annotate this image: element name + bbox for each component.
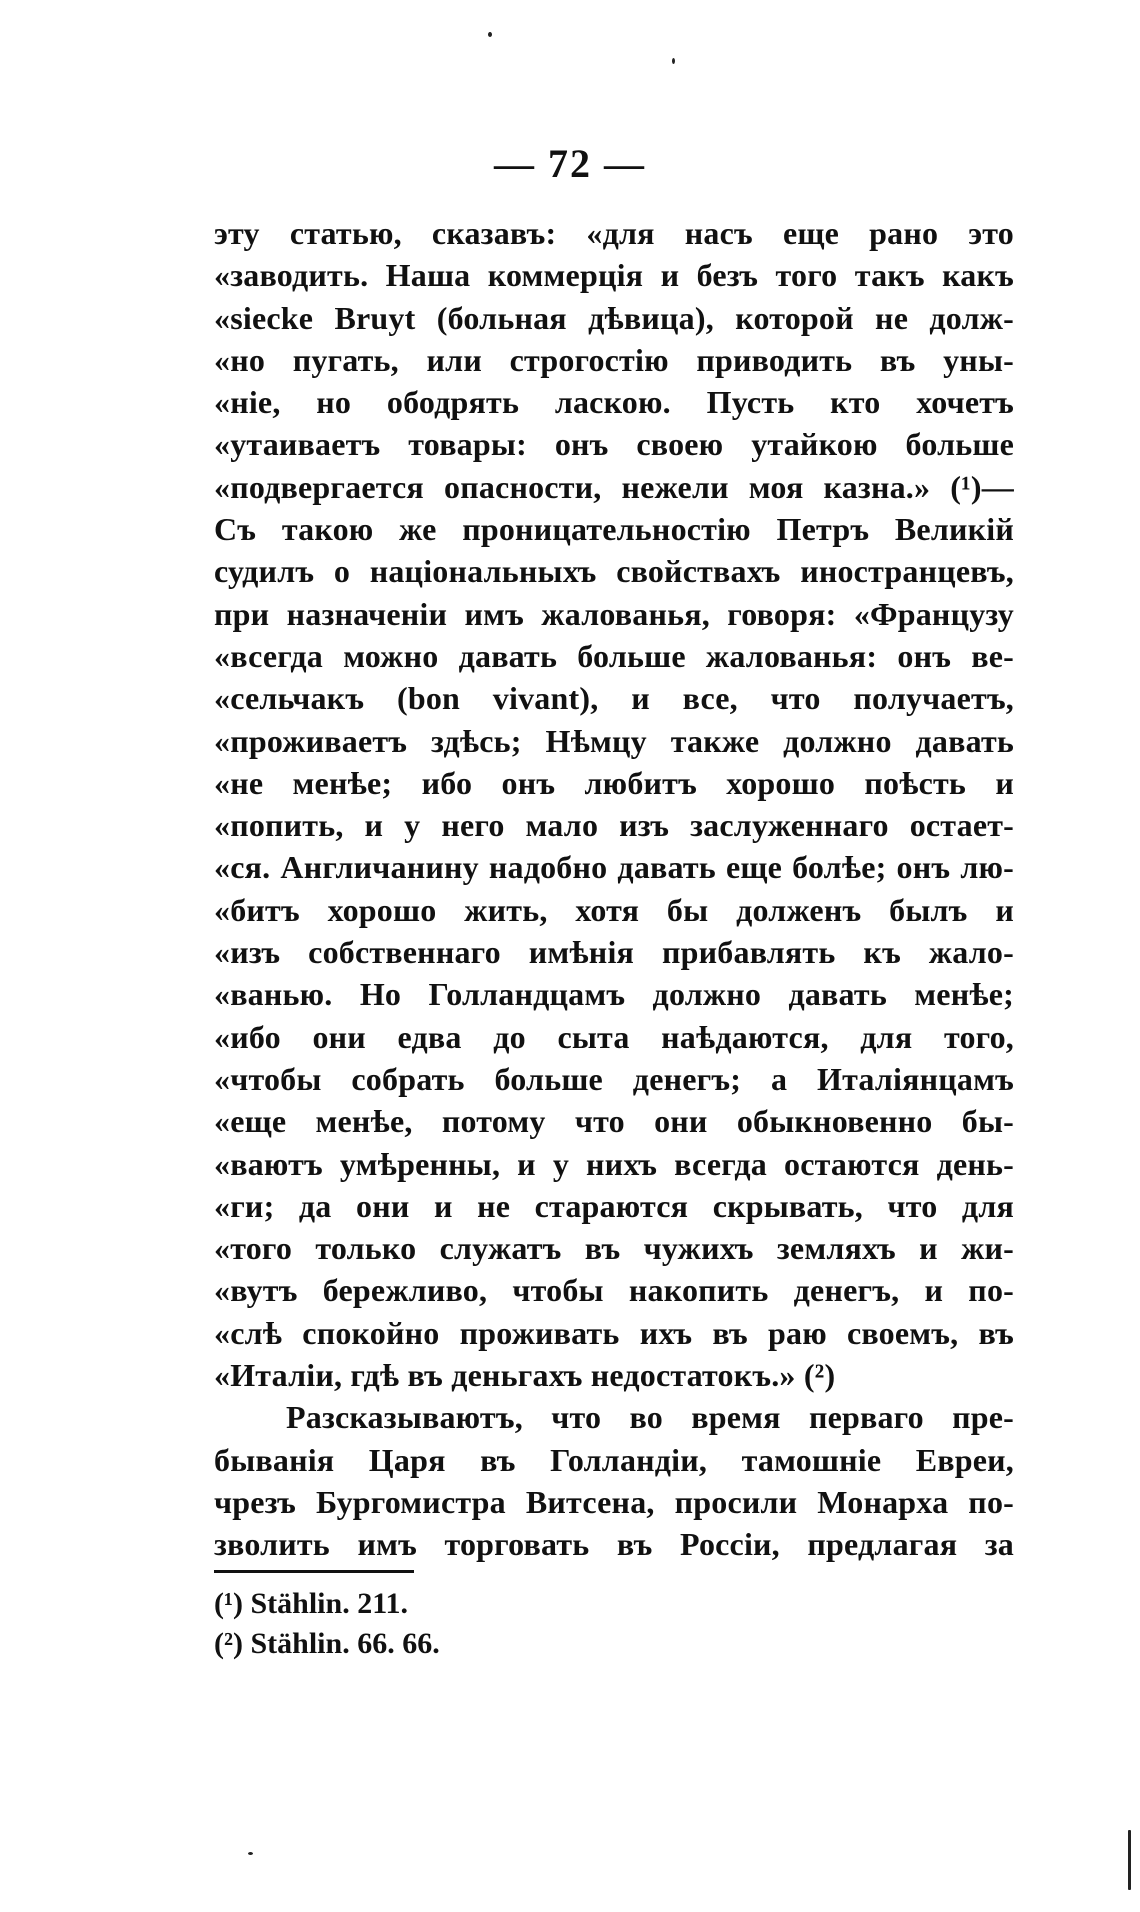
- text-line: «ванью. Но Голландцамъ должно давать менѣе;: [214, 976, 1014, 1013]
- text-line: «заводить. Наша коммерція и безъ того такъ какъ: [214, 257, 1014, 294]
- page-number: — 72 —: [494, 141, 646, 186]
- text-line: «не менѣе; ибо онъ любитъ хорошо поѣсть и: [214, 764, 1014, 801]
- footnotes: [214, 1584, 814, 1664]
- text-line: «сельчакъ (bon vivant), и все, что получаетъ,: [214, 680, 1014, 717]
- scan-speck: [488, 32, 492, 37]
- text-line: «изъ собственнаго имѣнія прибавлять къ жало-: [214, 934, 1014, 971]
- text-line: эту статью, сказавъ: «для насъ еще рано это: [214, 215, 1014, 251]
- text-line: «Италіи, гдѣ въ деньгахъ недостатокъ.» (²): [214, 1357, 836, 1394]
- scan-speck: [248, 1852, 253, 1855]
- text-line: зволить имъ торговать въ Россіи, предлагая за: [214, 1526, 1014, 1563]
- text-line: судилъ о національныхъ свойствахъ иностранцевъ,: [214, 553, 1014, 590]
- text-line: «всегда можно давать больше жалованья: онъ ве-: [214, 637, 1014, 674]
- footnote-rule: [214, 1570, 414, 1573]
- text-line: Съ такою же проницательностію Петръ Великій: [214, 511, 1014, 548]
- text-line: «подвергается опасности, нежели моя казна.» (¹)—: [214, 468, 1014, 505]
- text-line: быванія Царя въ Голландіи, тамошніе Евреи,: [214, 1441, 1014, 1478]
- text-line: «проживаетъ здѣсь; Нѣмцу также должно давать: [214, 722, 1014, 759]
- text-line: «ваютъ умѣренны, и у нихъ всегда остаются день-: [214, 1145, 1014, 1182]
- text-line: «слѣ спокойно проживать ихъ въ раю своемъ, въ: [214, 1314, 1014, 1351]
- text-line: «вутъ бережливо, чтобы накопить денегъ, и по-: [214, 1272, 1014, 1309]
- text-line: «утаиваетъ товары: онъ своею утайкою больше: [214, 426, 1014, 463]
- text-line: «ибо они едва до сыта наѣдаются, для того,: [214, 1018, 1014, 1055]
- scan-speck: [672, 58, 675, 64]
- text-line: «чтобы собрать больше денегъ; а Италіянцамъ: [214, 1060, 1014, 1097]
- paragraph-start-line: Разсказываютъ, что во время перваго пре-: [286, 1399, 1014, 1436]
- text-line: «ги; да они и не стараются скрывать, что для: [214, 1187, 1014, 1224]
- text-line: при назначеніи имъ жалованья, говоря: «Французу: [214, 595, 1014, 632]
- text-line: «но пугать, или строгостію приводить въ уны-: [214, 341, 1014, 378]
- text-line: «еще менѣе, потому что они обыкновенно бы-: [214, 1103, 1014, 1140]
- body-text: [214, 212, 1014, 1566]
- text-line: «того только служатъ въ чужихъ земляхъ и жи-: [214, 1230, 1014, 1267]
- text-line: «битъ хорошо жить, хотя бы долженъ былъ и: [214, 891, 1014, 928]
- footnote-2: (²) Stählin. 66. 66.: [214, 1627, 440, 1660]
- text-line: «ся. Англичанину надобно давать еще болѣе; онъ лю-: [214, 849, 1014, 886]
- text-line: «ніе, но ободрять ласкою. Пусть кто хочетъ: [214, 384, 1014, 421]
- text-line: чрезъ Бургомистра Витсена, просили Монарха по-: [214, 1483, 1014, 1520]
- text-line: «попить, и у него мало изъ заслуженнаго остает-: [214, 807, 1014, 844]
- text-line: «siecke Bruyt (больная дѣвица), которой не долж-: [214, 299, 1014, 336]
- footnote-1: (¹) Stählin. 211.: [214, 1587, 409, 1620]
- scan-speck: [1128, 1830, 1131, 1890]
